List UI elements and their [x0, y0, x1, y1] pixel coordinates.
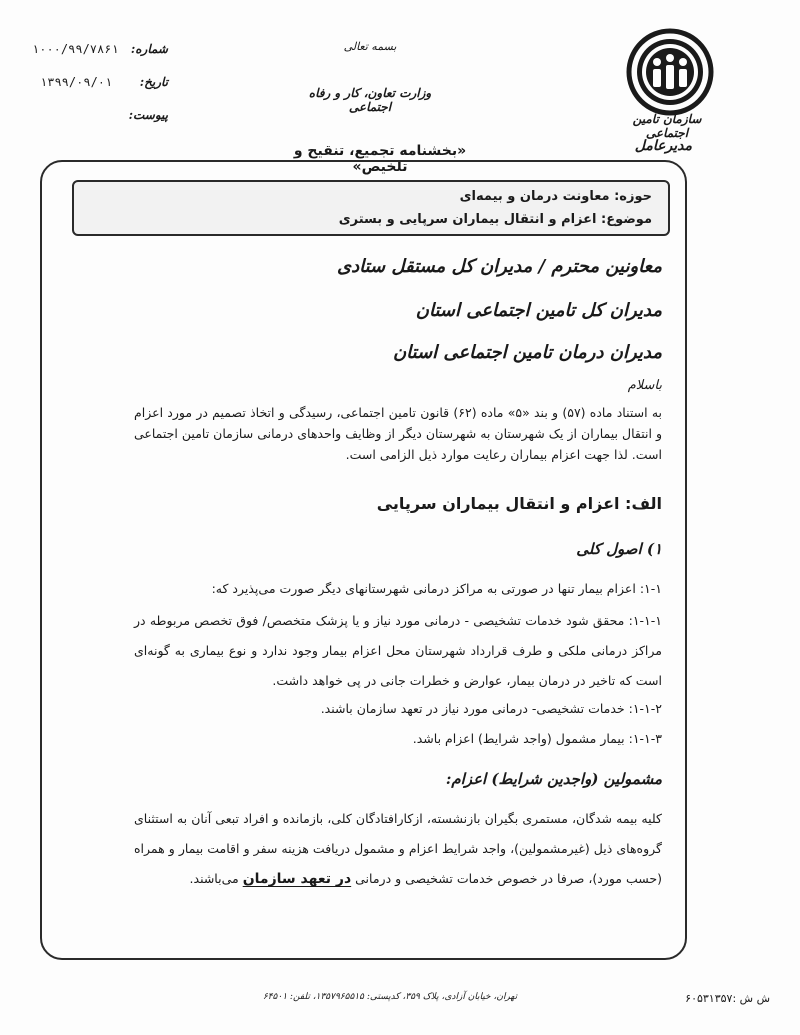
subheading-general-principles: ۱) اصول کلی [576, 540, 662, 558]
organization-logo-icon [626, 28, 714, 116]
eligibility-emphasis: در تعهد سازمان [242, 871, 352, 887]
letter-date-label: تاریخ: [139, 75, 168, 89]
eligibility-end: می‌باشند. [189, 871, 239, 886]
footer-address: تهران، خیابان آزادی، پلاک ۳۵۹، کدپستی: ۱۳۵۷۹۶۵۵۱۵، تلفن: ۶۴۵۰۱ [262, 992, 518, 1002]
item-1-1: ۱-۱: اعزام بیمار تنها در صورتی به مراکز درمانی شهرستانهای دیگر صورت می‌پذیرد که: [211, 581, 662, 596]
item-1-1-3: ۱-۱-۳: بیمار مشمول (واجد شرایط) اعزام باشد. [412, 731, 662, 746]
organization-name: سازمان تامین اجتماعی [632, 112, 702, 140]
ministry-name: وزارت تعاون، کار و رفاه اجتماعی [308, 86, 432, 114]
section-heading-a: الف: اعزام و انتقال بیماران سرپایی [376, 494, 662, 513]
basmala: بسمه تعالی [343, 40, 397, 53]
addressee-2: مدیران کل تامین اجتماعی استان [415, 300, 662, 321]
subheading-eligibles: مشمولین (واجدین شرایط) اعزام: [445, 770, 662, 788]
greeting: باسلام [627, 378, 662, 393]
intro-paragraph: به استناد ماده (۵۷) و بند «۵» ماده (۶۲) قانون تامین اجتماعی، رسیدگی و اتخاذ تصمیم در مورد اعزام و انتقال بیماران از یک شهرستان به شهرستان دیگر از وظایف واحدهای درمانی سازمان تامین اجتماعی است. لذا جهت اعزام بیماران رعایت موارد ذیل الزامی است. [134, 405, 662, 462]
attachment-label: پیوست: [128, 108, 168, 122]
circular-title: «بخشنامه تجمیع، تنقیح و تلخیص» [293, 143, 467, 175]
eligibility-paragraph [134, 804, 662, 894]
chief-executive-label: مدیرعامل [634, 138, 692, 154]
letter-date-value: ۱۳۹۹/۰۹/۰۱ [40, 75, 113, 89]
subject-line: موضوع: اعزام و انتقال بیماران سرپایی و بستری [338, 212, 652, 227]
item-1-1-2: ۱-۱-۲: خدمات تشخیصی- درمانی مورد نیاز در تعهد سازمان باشند. [320, 701, 662, 716]
footer-code: ش ش :۶۰۵۳۱۳۵۷ [685, 992, 770, 1005]
item-1-1-1: ۱-۱-۱: محقق شود خدمات تشخیصی - درمانی مورد نیاز و یا پزشک متخصص/ فوق تخصص مربوطه در مراکز درمانی ملکی و طرف قرارداد شهرستان محل اعزام بیمار وجود ندارد و نوع بیماری به گونه‌ای است که تاخیر در درمان بیمار، عوارض و خطرات جانی در پی خواهد داشت. [134, 613, 662, 688]
addressee-3: مدیران درمان تامین اجتماعی استان [392, 342, 662, 363]
eligibility-text: کلیه بیمه شدگان، مستمری بگیران بازنشسته، ازکارافتادگان کلی، بازمانده و افراد تبعی آنان به استثنای گروه‌های ذیل (غیرمشمولین)، واجد شرایط اعزام و مشمول دریافت هزینه سفر و اقامت بیمار و همراه (حسب مورد)، صرفا در خصوص خدمات تشخیصی و درمانی [134, 811, 662, 886]
addressee-1: معاونین محترم / مدیران کل مستقل ستادی [336, 256, 662, 277]
letter-number-value: ۱۰۰۰/۹۹/۷۸۶۱ [32, 42, 119, 56]
domain-line: حوزه: معاونت درمان و بیمه‌ای [459, 189, 652, 204]
letter-number-label: شماره: [130, 42, 168, 56]
